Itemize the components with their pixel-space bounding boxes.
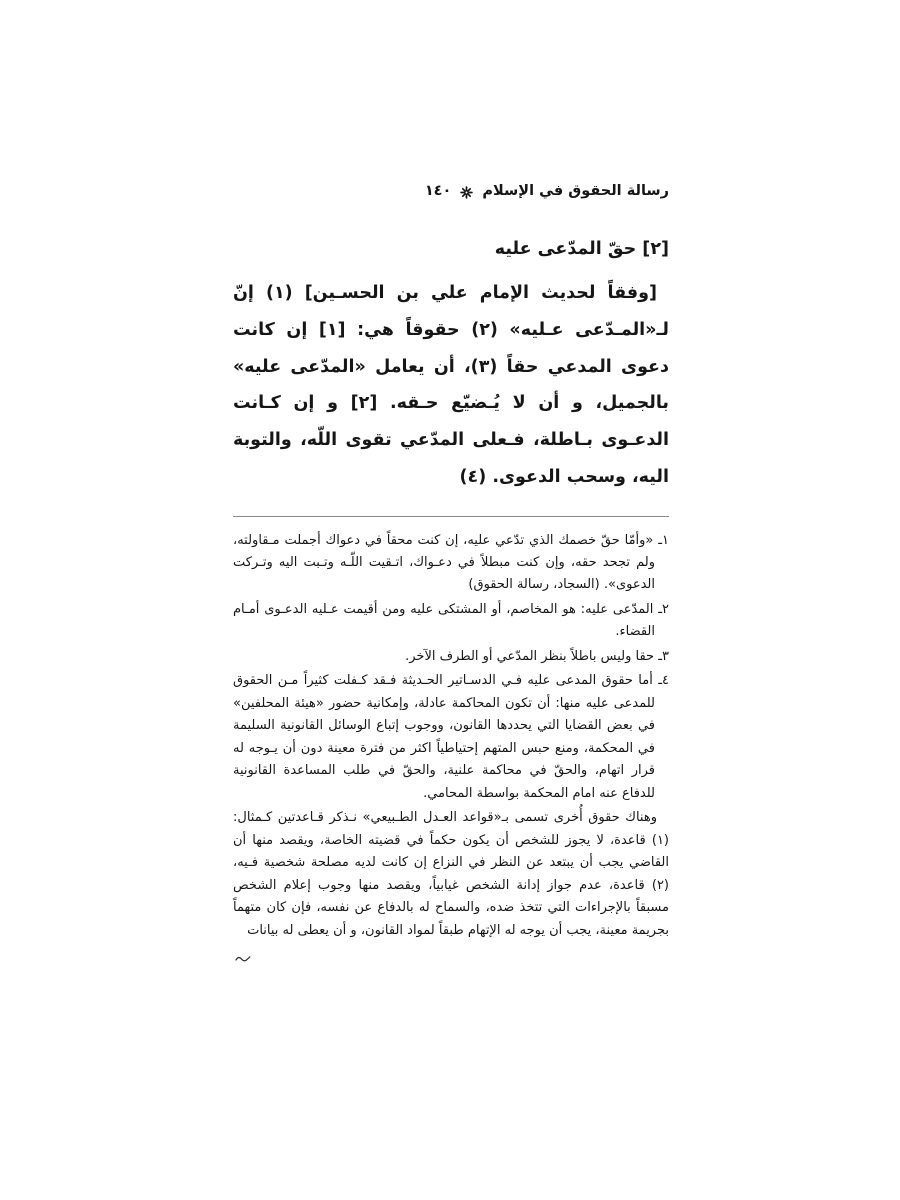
- text-column: [233, 0, 669, 966]
- book-title: رسالة الحقوق في الإسلام: [482, 183, 669, 199]
- flower-asterisk-icon: [460, 186, 473, 199]
- footnote-4: ٤ـ أما حقوق المدعى عليه فـي الدسـاتير الحـديثة فـقد كـفلت كثيراً مـن الحقوق للمدعى عليه منها: أن تكون المحاكمة عادلة، وإمكانية حضور «هيئة المحلفين» في بعض القضايا التي يحددها القانون، ووجوب إتباع الوسائل القانونية السليمة في المحكمة، ومنع حبس المتهم إحتياطياً اكثر من فترة معينة دون أن يـوجه له قرار اتهام، والحقّ في محاكمة علنية، والحقّ في طلب المساعدة القانونية للدفاع عنه امام المحكمة بواسطة المحامي.: [233, 673, 669, 801]
- squiggle-continuation-icon: [233, 950, 669, 966]
- footnote-4-continuation: وهناك حقوق أُخرى تسمى بـ«قواعد العـدل الطـبيعي» نـذكر قـاعدتين كـمثال: (١) قاعدة، لا يجوز للشخص أن يكون حكماً في قضيته الخاصة، ويقصد منها أن القاضي يجب أن يبتعد عن النظر في النزاع إن كانت لديه مصلحة شخصية فـيه، (٢) قاعدة، عدم جواز إدانة الشخص غيابياً، ويقصد منها وجوب إعلام الشخص مسبقاً بالإجراءات التي تتخذ ضده، والسماح له بالدفاع عن نفسه، فإن كان متهماً بجريمة معينة، يجب أن يوجه له الإتهام طبقاً لمواد القانون، و أن يعطى له بيانات: [233, 810, 669, 938]
- footnote-1: ١ـ «وأمّا حقّ خصمك الذي تدّعي عليه، إن كنت محقاً في دعواك أجملت مـقاولته، ولم تجحد حقه، وإن كنت مبطلاً في دعـواك، اتـقيت اللّـه وتـبت اليه وتـركت الدعوى». (السجاد، رسالة الحقوق): [233, 532, 669, 593]
- footnote-3: ٣ـ حقا وليس باطلاً بنظر المدّعي أو الطرف الآخر.: [405, 648, 669, 664]
- footnote-separator: [233, 516, 669, 517]
- page-number: ١٤٠: [424, 183, 452, 199]
- footnote-2: ٢ـ المدّعى عليه: هو المخاصم، أو المشتكى عليه ومن أقيمت عـليه الدعـوى أمـام القضاء.: [233, 601, 669, 640]
- page-header: [209, 183, 669, 199]
- section-heading: [٢] حقّ المدّعى عليه: [494, 239, 669, 259]
- body-paragraph: [وفقاً لحديث الإمام علي بن الحسـين] (١) إنّ لـ«المـدّعى عـليه» (٢) حقوقاً هي: [١] إن كانت دعوى المدعي حقاً (٣)، أن يعامل «المدّعى عليه» بالجميل، و أن لا يُـضيّع حـقه. [٢] و إن كـانت الدعـوى بـاطلة، فـعلى المدّعي تقوى اللّه، والتوبة اليه، وسحب الدعوى. (٤): [233, 283, 670, 487]
- footnotes-block: [233, 530, 669, 943]
